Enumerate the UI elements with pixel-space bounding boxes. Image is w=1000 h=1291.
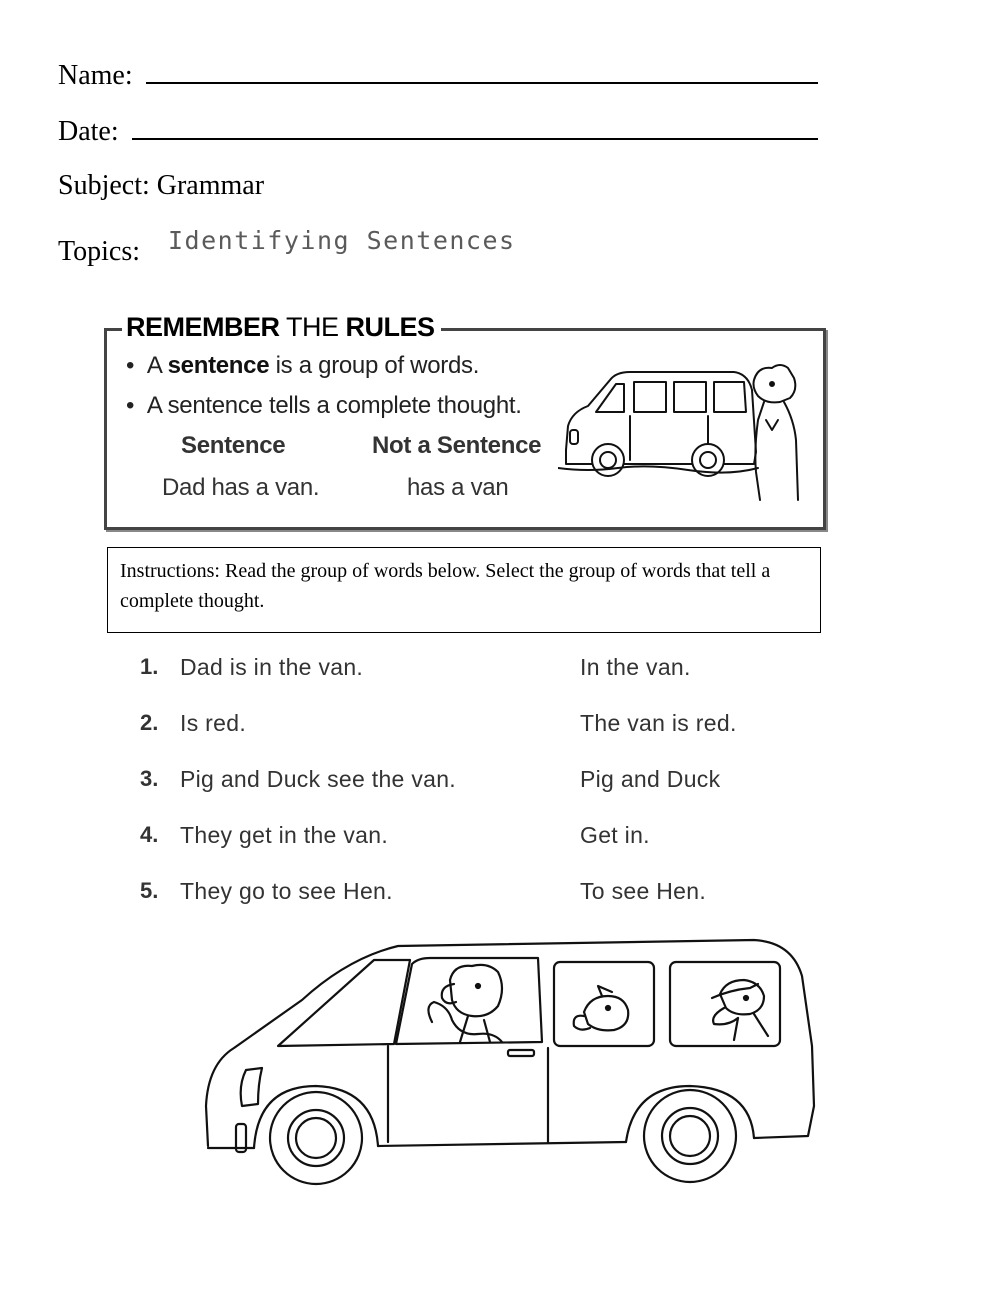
- question-4-option-b[interactable]: Get in.: [580, 822, 650, 848]
- subject-value: Grammar: [156, 170, 265, 201]
- question-3-option-b[interactable]: Pig and Duck: [580, 766, 721, 792]
- question-1-number: 1.: [140, 654, 159, 679]
- question-2-option-b[interactable]: The van is red.: [580, 710, 737, 736]
- topics-value: Identifying Sentences: [168, 226, 516, 255]
- question-3-number: 3.: [140, 766, 159, 791]
- bullet-icon: •: [126, 352, 147, 379]
- question-2-option-a[interactable]: Is red.: [180, 710, 247, 736]
- rule-1-post: is a group of words.: [269, 352, 480, 379]
- question-4-number: 4.: [140, 822, 159, 847]
- date-field[interactable]: [132, 114, 818, 140]
- rule-1-pre: A: [146, 352, 168, 379]
- name-field[interactable]: [146, 58, 818, 84]
- question-2-number: 2.: [140, 710, 159, 735]
- not-sentence-example: has a van: [407, 474, 509, 501]
- question-1-option-a[interactable]: Dad is in the van.: [180, 654, 364, 680]
- sentence-column-heading: Sentence: [181, 432, 286, 459]
- bullet-icon: •: [126, 392, 147, 419]
- rules-title: [122, 312, 441, 343]
- van-with-pig-illustration: [558, 360, 808, 505]
- name-label: Name:: [58, 60, 133, 91]
- question-1-option-b[interactable]: In the van.: [580, 654, 691, 680]
- sentence-example: Dad has a van.: [162, 474, 320, 501]
- rule-2: [126, 392, 522, 420]
- not-sentence-column-heading: Not a Sentence: [372, 432, 542, 459]
- rule-1-bold: sentence: [167, 352, 270, 379]
- question-5-option-a[interactable]: They go to see Hen.: [180, 878, 393, 904]
- van-with-passengers-illustration: [198, 936, 818, 1206]
- date-row: [58, 114, 818, 148]
- rules-title-the: THE: [279, 312, 346, 342]
- question-4-option-a[interactable]: They get in the van.: [180, 822, 389, 848]
- name-row: [58, 58, 818, 92]
- instructions-box: Instructions: Read the group of words below. Select the group of words that tell a complete thought.: [107, 547, 821, 633]
- date-label: Date:: [58, 116, 119, 147]
- rules-title-remember: REMEMBER: [126, 312, 280, 342]
- rule-2-text: A sentence tells a complete thought.: [146, 392, 522, 419]
- question-3-option-a[interactable]: Pig and Duck see the van.: [180, 766, 456, 792]
- topics-label: Topics:: [58, 236, 141, 267]
- question-5-number: 5.: [140, 878, 159, 903]
- subject-label: Subject:: [58, 170, 150, 201]
- subject-row: [58, 170, 264, 202]
- rule-1: [126, 352, 479, 380]
- question-5-option-b[interactable]: To see Hen.: [580, 878, 707, 904]
- rules-title-rules: RULES: [345, 312, 435, 342]
